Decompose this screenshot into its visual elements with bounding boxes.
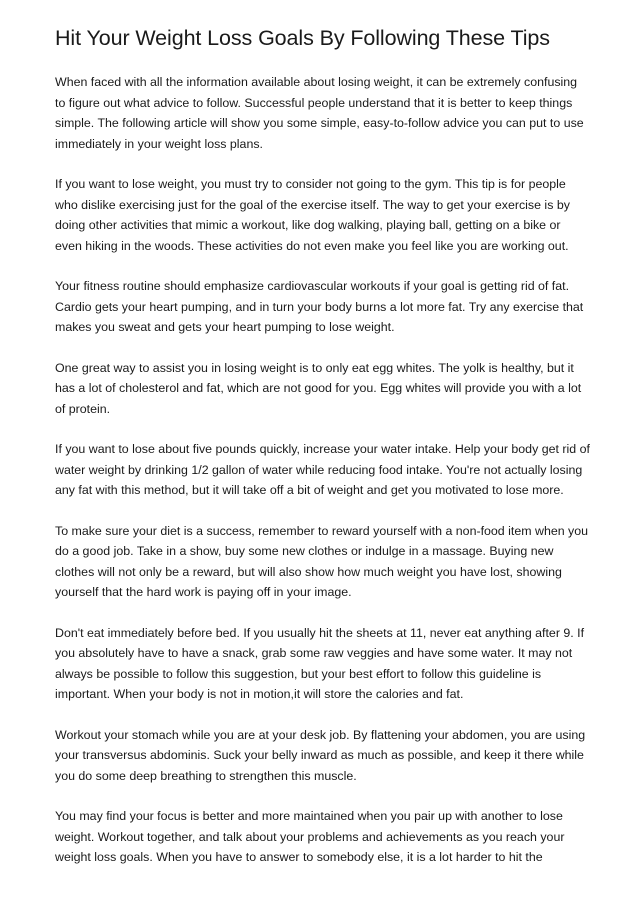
paragraph-stomach: Workout your stomach while you are at your desk job. By flattening your abdomen, you are using your transversus abdominis. Suck your belly inward as much as possible, and keep it there while you do some deep breathing to strengthen this muscle.: [55, 727, 586, 783]
document-page: [55, 24, 590, 888]
paragraph-reward: To make sure your diet is a success, remember to reward yourself with a non-food item when you do a good job. Take in a show, buy some new clothes or indulge in a massage. Buying new clothes will not only be a reward, but will also show how much weight you have lost, showing yourself that the hard work is paying off in your image.: [55, 523, 589, 599]
paragraph-water-intake: If you want to lose about five pounds quickly, increase your water intake. Help your body get rid of water weight by drinking 1/2 gallon of water while reducing food intake. You're not actually losing any fat with this method, but it will take off a bit of weight and get you motivated to lose more.: [55, 442, 590, 497]
paragraph-intro: When faced with all the information available about losing weight, it can be extremely confusing to figure out what advice to follow. Successful people understand that it is better to keep things simple. The following article will show you some simple, easy-to-follow advice you can put to use immediately in your weight loss plans.: [55, 75, 584, 151]
paragraph-cardio: Your fitness routine should emphasize cardiovascular workouts if your goal is getting rid of fat. Cardio gets your heart pumping, and in turn your body burns a lot more fat. Try any exercise that makes you sweat and gets your heart pumping to lose weight.: [55, 279, 584, 334]
paragraph-gym: If you want to lose weight, you must try to consider not going to the gym. This tip is for people who dislike exercising just for the goal of the exercise itself. The way to get your exercise is by doing other activities that mimic a workout, like dog walking, playing ball, getting on a bike or even hiking in the woods. These activities do not even make you feel like you are working out.: [55, 177, 570, 253]
paragraph-egg-whites: One great way to assist you in losing weight is to only eat egg whites. The yolk is healthy, but it has a lot of cholesterol and fat, which are not good for you. Egg whites will provide you with a lot of protein.: [55, 360, 582, 416]
paragraph-bedtime: Don't eat immediately before bed. If you usually hit the sheets at 11, never eat anything after 9. If you absolutely have to have a snack, grab some raw veggies and have some water. It may not always be possible to follow this suggestion, but your best effort to follow this guideline is important. When your body is not in motion,it will store the calories and fat.: [55, 625, 585, 701]
paragraph-partner: You may find your focus is better and more maintained when you pair up with another to lose weight. Workout together, and talk about your problems and achievements as you reach your weight loss goals. When you have to answer to somebody else, it is a lot harder to hit the: [55, 809, 565, 864]
document-title: Hit Your Weight Loss Goals By Following These Tips: [55, 26, 550, 50]
